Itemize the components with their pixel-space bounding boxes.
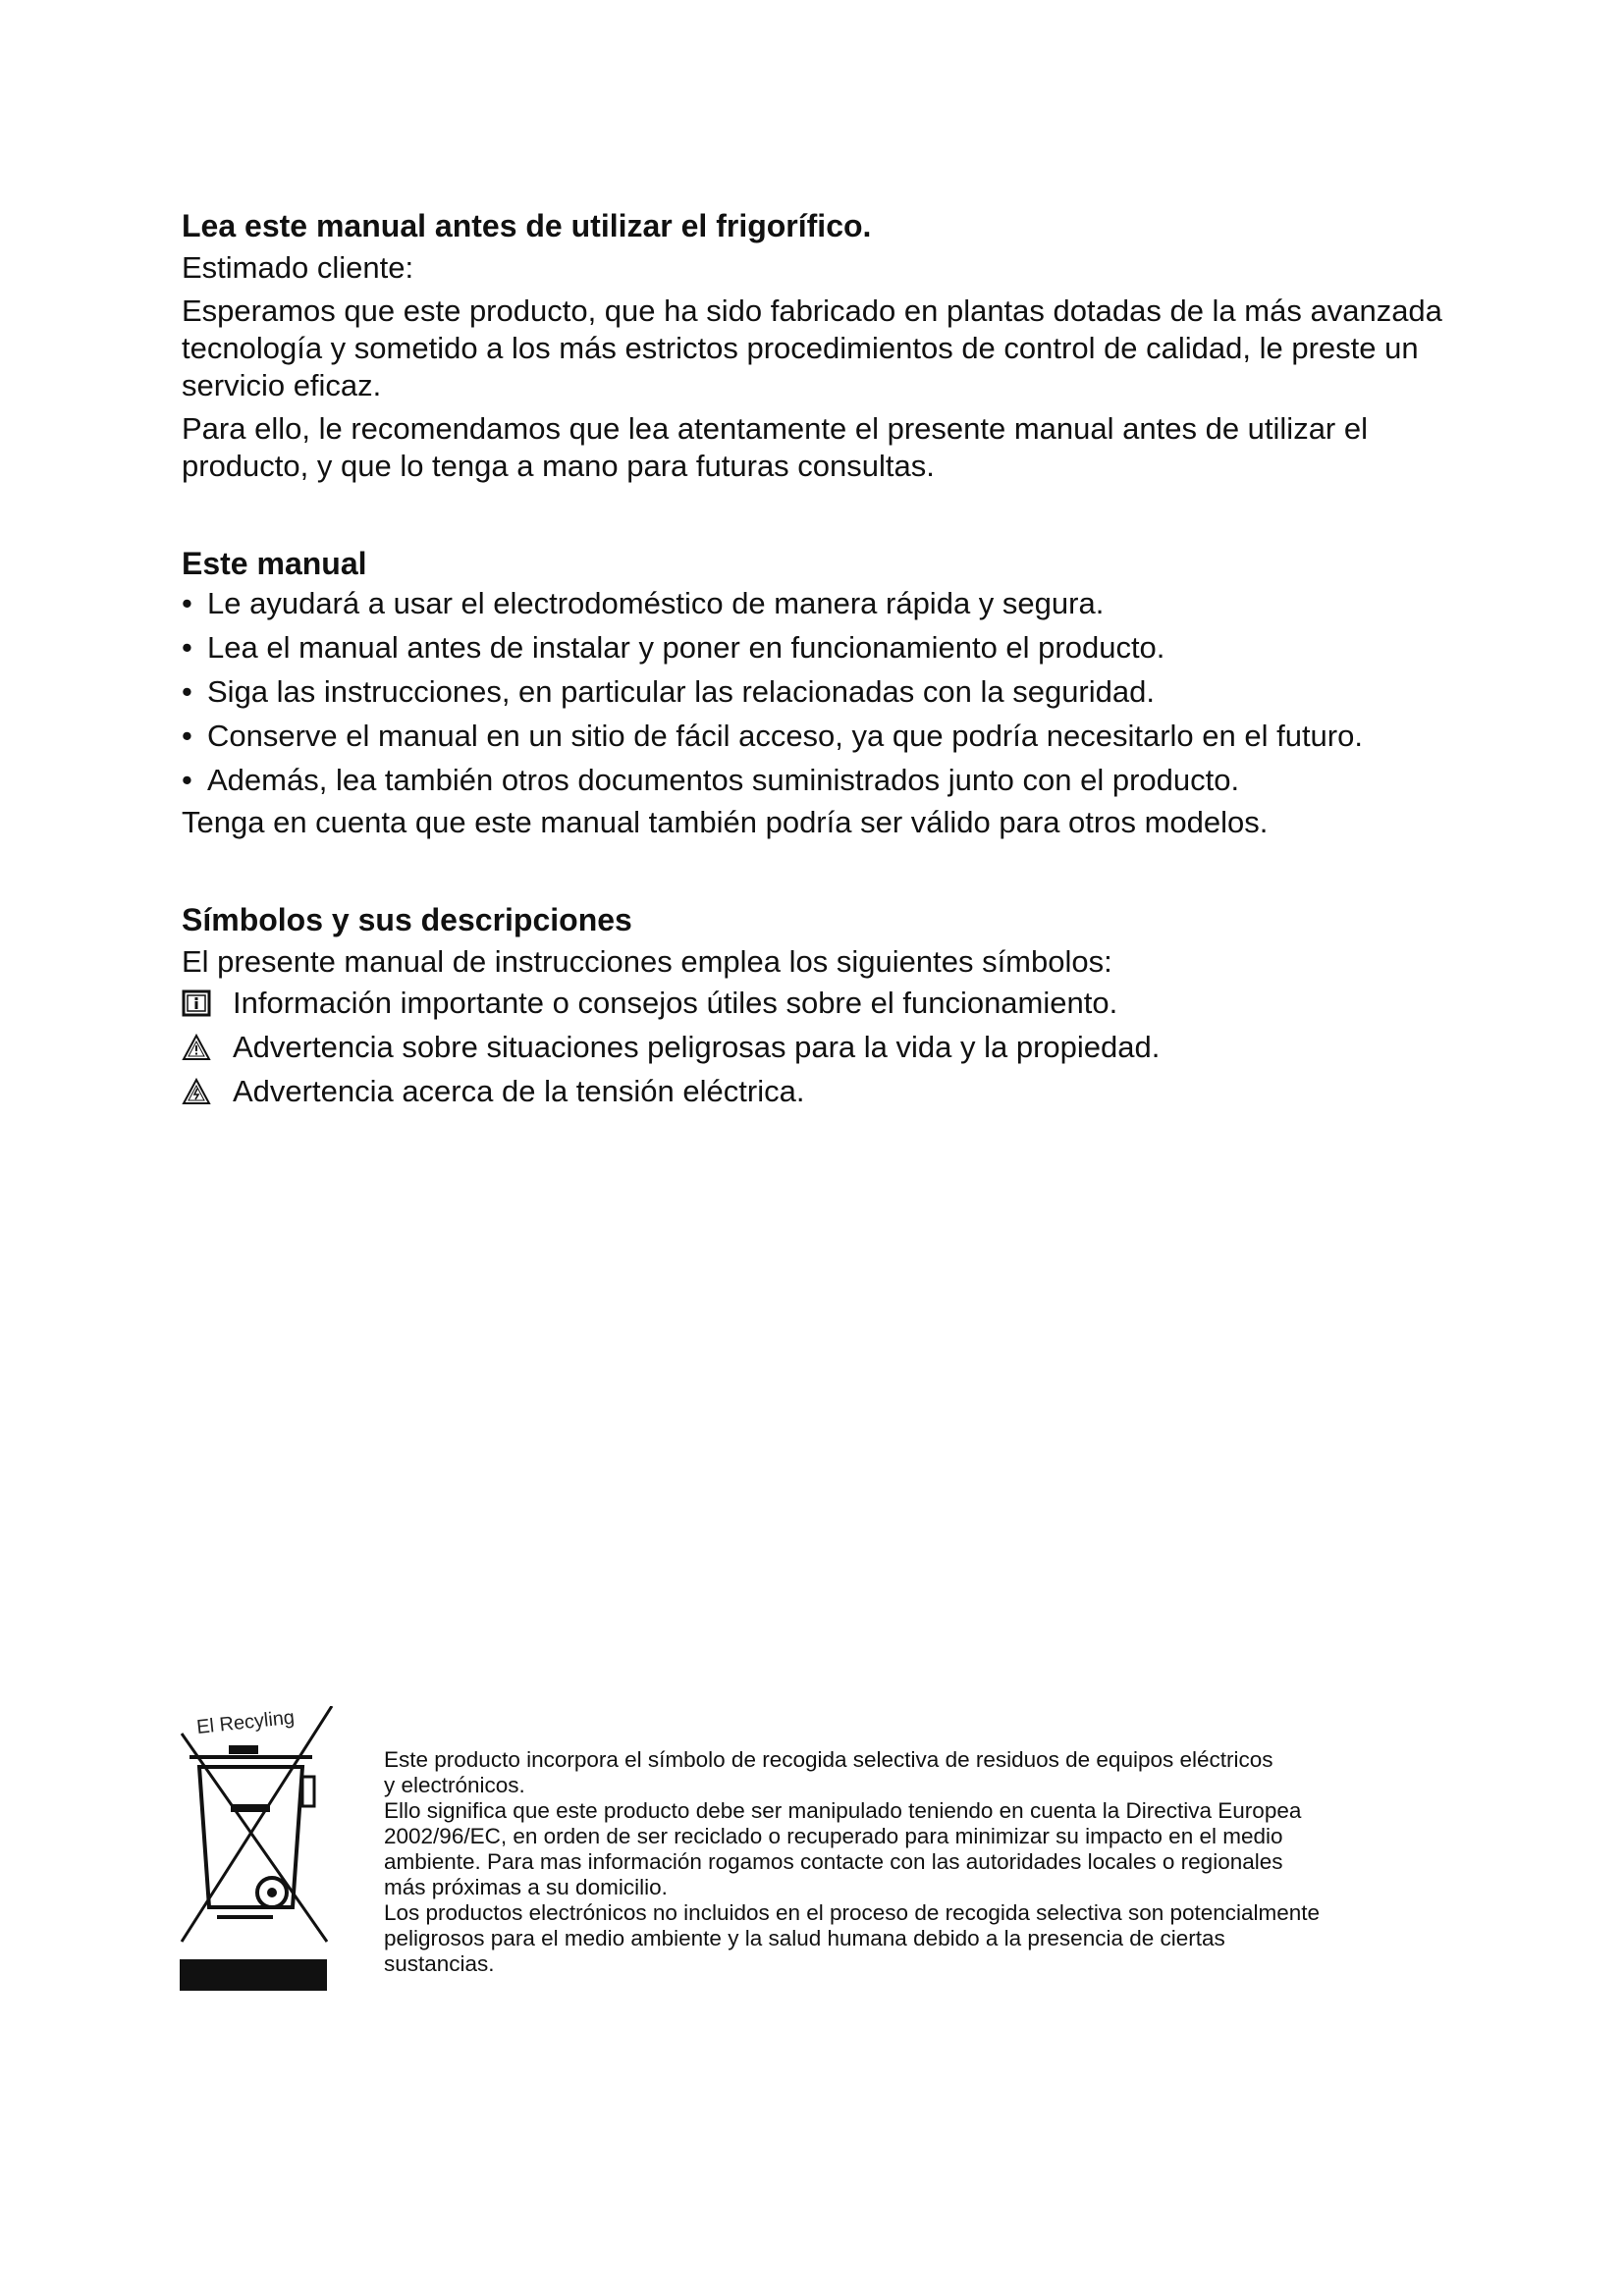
recycling-line: peligrosos para el medio ambiente y la salud humana debido a la presencia de ciertas <box>384 1926 1225 1950</box>
symbol-text-warning: Advertencia sobre situaciones peligrosas para la vida y la propiedad. <box>233 1030 1161 1064</box>
intro-paragraph-2: Para ello, le recomendamos que lea atentamente el presente manual antes de utilizar el producto, y que lo tenga a mano para futuras consultas. <box>182 411 1369 483</box>
recycling-line: 2002/96/EC, en orden de ser reciclado o recuperado para minimizar su impacto en el medio <box>384 1824 1283 1848</box>
symbol-text-info: Información importante o consejos útiles sobre el funcionamiento. <box>233 986 1118 1020</box>
warning-icon <box>182 1033 211 1062</box>
list-item: • Siga las instrucciones, en particular las relacionadas con la seguridad. <box>182 674 1155 709</box>
recycling-line: sustancias. <box>384 1951 495 1976</box>
intro-paragraph-1: Esperamos que este producto, que ha sido fabricado en plantas dotadas de la más avanzada tecnología y sometido a los más estrictos procedimientos de control de calidad, le preste un servicio eficaz. <box>182 294 1442 402</box>
recycling-line: ambiente. Para mas información rogamos contacte con las autoridades locales o regionales <box>384 1849 1283 1874</box>
symbol-row-warning <box>182 1029 1448 1066</box>
recycling-line: más próximas a su domicilio. <box>384 1875 668 1899</box>
manual-bullet-list <box>182 585 1448 799</box>
list-item: • Lea el manual antes de instalar y poner en funcionamiento el producto. <box>182 630 1165 665</box>
symbol-text-electric-warning: Advertencia acerca de la tensión eléctrica. <box>233 1074 805 1108</box>
manual-note: Tenga en cuenta que este manual también podría ser válido para otros modelos. <box>182 805 1269 839</box>
recycling-line: Ello significa que este producto debe ser manipulado teniendo en cuenta la Directiva Europea <box>384 1798 1302 1823</box>
symbol-row-info <box>182 985 1448 1022</box>
greeting: Estimado cliente: <box>182 250 414 285</box>
recycle-logo-label: El Recyling <box>195 1706 297 1738</box>
list-item: • Además, lea también otros documentos suministrados junto con el producto. <box>182 763 1240 797</box>
list-item: • Conserve el manual en un sitio de fácil acceso, ya que podría necesitarlo en el futuro. <box>182 719 1363 753</box>
symbol-row-electric-warning <box>182 1073 1448 1110</box>
symbols-intro: El presente manual de instrucciones emplea los siguientes símbolos: <box>182 944 1112 979</box>
recycling-text <box>384 1747 1454 1977</box>
recycling-line: y electrónicos. <box>384 1773 525 1797</box>
list-item: • Le ayudará a usar el electrodoméstico de manera rápida y segura. <box>182 586 1105 620</box>
intro-title: Lea este manual antes de utilizar el frigorífico. <box>182 208 872 243</box>
recycling-line: Los productos electrónicos no incluidos en el proceso de recogida selectiva son potencialmente <box>384 1900 1321 1925</box>
recycle-bin-icon <box>180 1706 337 1991</box>
manual-page <box>182 206 1448 1117</box>
manual-section-title: Este manual <box>182 546 367 581</box>
symbols-section-title: Símbolos y sus descripciones <box>182 902 632 937</box>
warning-icon <box>182 1077 211 1106</box>
recycling-section <box>180 1706 1456 1991</box>
recycling-line: Este producto incorpora el símbolo de recogida selectiva de residuos de equipos eléctricos <box>384 1747 1273 1772</box>
info-icon <box>182 988 211 1018</box>
